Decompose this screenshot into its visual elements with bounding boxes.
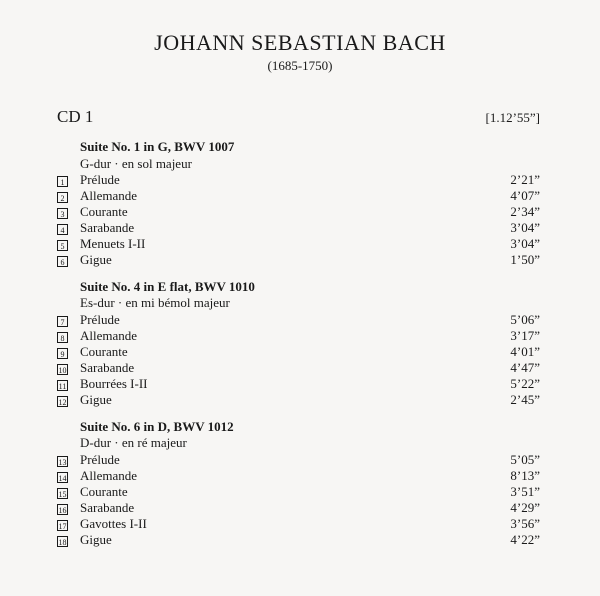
track-duration: 2’34”: [510, 204, 540, 219]
track-title: Gigue: [80, 392, 112, 407]
track-duration: 8’13”: [510, 468, 540, 483]
track-title: Sarabande: [80, 500, 135, 515]
suite-title: Suite No. 4 in E flat, BWV 1010: [80, 279, 255, 294]
track-title: Prélude: [80, 312, 120, 327]
track-duration: 5’22”: [510, 376, 540, 391]
track-number: 17: [58, 522, 67, 531]
track-duration: 2’45”: [510, 392, 540, 407]
track-number: 10: [58, 366, 67, 375]
composer-dates: (1685-1750): [267, 58, 333, 73]
track-number: 12: [58, 398, 67, 407]
track-duration: 4’07”: [510, 188, 540, 203]
track-title: Allemande: [80, 468, 138, 483]
track-title: Gigue: [80, 252, 112, 267]
track-title: Sarabande: [80, 220, 135, 235]
track-title: Courante: [80, 204, 128, 219]
track-duration: 4’22”: [510, 532, 540, 547]
track-duration: 3’51”: [510, 484, 540, 499]
track-duration: 3’17”: [510, 328, 540, 343]
track-number: 4: [57, 224, 68, 235]
track-number: 6: [57, 256, 68, 267]
track-title: Courante: [80, 484, 128, 499]
track-number: 16: [58, 506, 67, 515]
track-duration: 3’56”: [510, 516, 540, 531]
track-number: 3: [57, 208, 68, 219]
track-title: Menuets I-II: [80, 236, 146, 251]
track-title: Sarabande: [80, 360, 135, 375]
track-title: Gavottes I-II: [80, 516, 147, 531]
track-number: 9: [57, 348, 68, 359]
track-title: Courante: [80, 344, 128, 359]
track-duration: 1’50”: [510, 252, 540, 267]
track-number: 1: [57, 176, 68, 187]
suite-key: G-dur · en sol majeur: [80, 156, 192, 171]
track-number: 2: [57, 192, 68, 203]
suite-key: Es-dur · en mi bémol majeur: [80, 295, 230, 310]
track-duration: 4’29”: [510, 500, 540, 515]
track-duration: 4’01”: [510, 344, 540, 359]
track-duration: 5’05”: [510, 452, 540, 467]
composer-name: JOHANN SEBASTIAN BACH: [154, 30, 446, 55]
track-title: Gigue: [80, 532, 112, 547]
track-number: 11: [58, 382, 67, 391]
track-duration: 4’47”: [510, 360, 540, 375]
track-number: 8: [57, 332, 68, 343]
track-title: Allemande: [80, 328, 138, 343]
cd-label: CD 1: [57, 107, 94, 126]
track-number: 15: [58, 490, 67, 499]
track-title: Bourrées I-II: [80, 376, 148, 391]
track-number: 13: [58, 458, 67, 467]
suite-title: Suite No. 1 in G, BWV 1007: [80, 139, 235, 154]
track-number: 14: [58, 474, 67, 483]
cd-total-duration: [1.12’55”]: [485, 110, 540, 125]
suite-title: Suite No. 6 in D, BWV 1012: [80, 419, 234, 434]
track-title: Allemande: [80, 188, 138, 203]
suite-key: D-dur · en ré majeur: [80, 435, 187, 450]
track-number: 18: [58, 538, 67, 547]
track-duration: 3’04”: [510, 220, 540, 235]
track-duration: 2’21”: [510, 172, 540, 187]
track-title: Prélude: [80, 172, 120, 187]
track-duration: 3’04”: [510, 236, 540, 251]
track-duration: 5’06”: [510, 312, 540, 327]
track-number: 7: [57, 316, 68, 327]
track-title: Prélude: [80, 452, 120, 467]
track-number: 5: [57, 240, 68, 251]
